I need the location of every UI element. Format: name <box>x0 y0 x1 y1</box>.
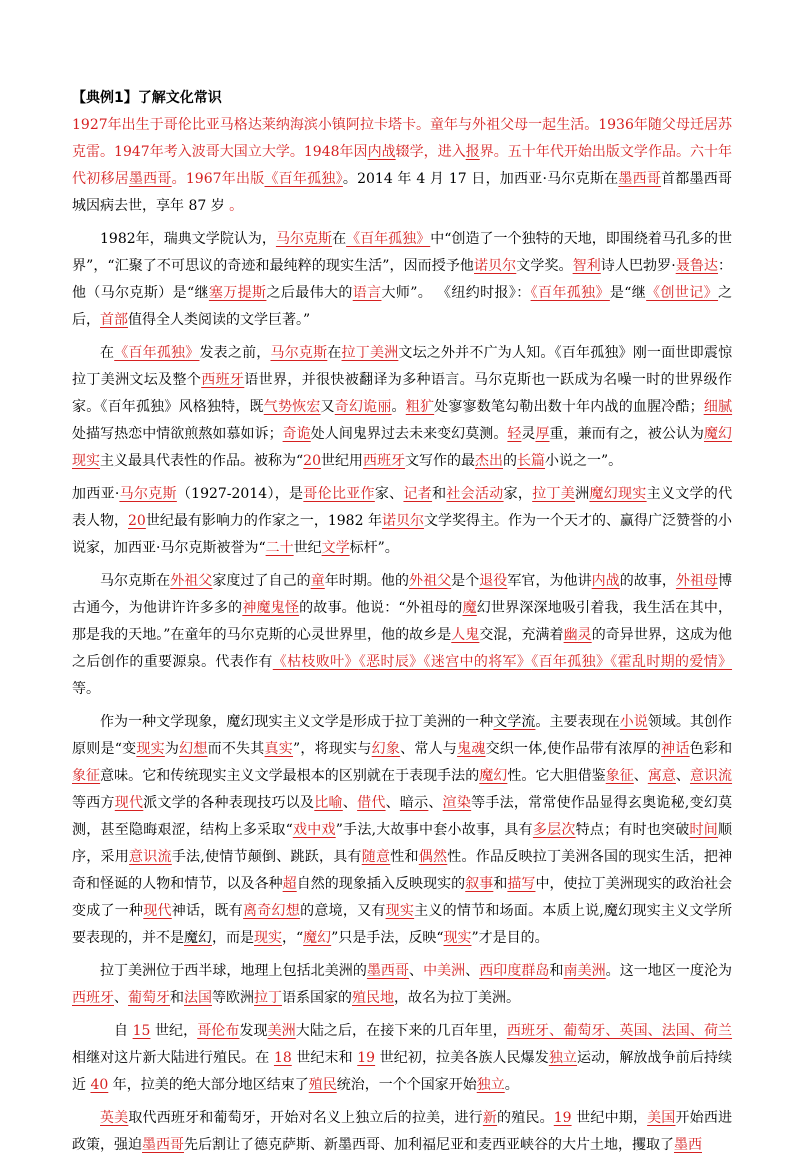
text-run: 。主要表现在 <box>535 714 620 730</box>
text-run: 文坛之外并不广为人知。《百年孤独》刚一面世即震惊拉丁美洲文坛及整个 <box>72 345 733 388</box>
highlighted-term: 退役 <box>479 573 508 589</box>
highlighted-term: 马尔克斯 <box>270 345 328 361</box>
highlighted-term: 葡萄牙 <box>128 990 170 1006</box>
highlighted-term: 塞万提斯 <box>208 285 267 301</box>
highlighted-term: 多层次 <box>532 822 576 838</box>
text-run: 。 <box>504 1077 519 1093</box>
highlighted-term: 描写 <box>507 876 536 892</box>
highlighted-term: 现实 <box>443 930 472 946</box>
highlighted-term: 幻想 <box>179 741 208 757</box>
highlighted-term: 社会活动 <box>446 486 504 502</box>
text-run: 世纪中期， <box>571 1110 648 1126</box>
text-run: 军官，为他讲 <box>507 573 592 589</box>
colonization-paragraph <box>72 1018 732 1099</box>
text-run: 运动，解放战争前后持续近 <box>72 1050 733 1093</box>
text-run: 派文学的各种表现技巧以及 <box>143 795 315 811</box>
highlighted-term: 鬼魂 <box>457 741 486 757</box>
text-run: 幻世界深深地吸引着我，我生活在其中，那是我的天地。”在童年的马尔克斯的心灵世界里，他的故乡是 <box>72 600 733 643</box>
text-run: 马尔克斯在 <box>100 573 171 589</box>
highlighted-term: 魔幻 <box>303 930 332 946</box>
text-run: 自然的现象插入反映现实的 <box>296 876 466 892</box>
highlighted-term: 西班牙 <box>363 453 405 469</box>
text-run: 1927年出生于哥伦比亚马格达莱纳海滨小镇阿拉卡塔卡。童年与外祖父母一起生活。1936年随父母迁居苏克雷。1947年考入波哥大国立大学。1948年因 <box>72 117 732 160</box>
text-run: ”才是目的。 <box>471 930 549 946</box>
highlighted-term: 英美 <box>100 1110 129 1126</box>
highlighted-term: 内战 <box>367 144 396 160</box>
highlighted-term: 叙事 <box>465 876 494 892</box>
document-page <box>72 86 732 1165</box>
highlighted-term: 童 <box>310 573 325 589</box>
text-run: 家、 <box>374 486 404 502</box>
highlighted-term: 美洲 <box>267 1023 296 1039</box>
childhood-paragraph <box>72 568 732 703</box>
text-run: 大陆之后，在接下来的几百年里， <box>295 1023 507 1039</box>
highlighted-term: 奇诡 <box>282 426 311 442</box>
text-run: 大师”。 《纽约时报》： <box>381 285 531 301</box>
text-run: 处寥寥数笔勾勒出数十年内战的血腥冷酷； <box>434 399 704 415</box>
highlighted-term: 二十 <box>265 540 294 556</box>
highlighted-term: 魔幻现实 <box>589 486 647 502</box>
text-run: ”手法,大故事中套小故事，具有 <box>335 822 533 838</box>
text-run: 文学奖。 <box>516 258 573 274</box>
text-run: 取代西班牙和葡萄牙，开始对名义上独立后的拉美，进行 <box>128 1110 483 1126</box>
highlighted-term: 西班牙、葡萄牙、英国、法国、荷兰 <box>506 1023 733 1039</box>
highlighted-term: 记者 <box>403 486 433 502</box>
text-run: 年时期。他的 <box>324 573 410 589</box>
text-run: 处描写热恋中情欲煎熬如慕如诉； <box>72 426 283 442</box>
text-run: 是个 <box>451 573 480 589</box>
text-run: 为 <box>164 741 180 757</box>
text-run: ”，将现实与 <box>293 741 372 757</box>
text-run: 在 <box>332 231 347 247</box>
highlighted-term: 《百年孤独》 <box>264 171 343 187</box>
text-run: 相继对这片新大陆进行殖民。在 <box>72 1050 274 1066</box>
text-run: 而不失其 <box>207 741 265 757</box>
highlighted-term: 拉丁美洲 <box>341 345 399 361</box>
text-run: 世纪用 <box>321 453 363 469</box>
highlighted-term: 拉丁美 <box>532 486 576 502</box>
text-run: 又 <box>320 399 335 415</box>
text-run: 世纪， <box>150 1023 198 1039</box>
text-run: 年，拉美的绝大部分地区结束了 <box>108 1077 309 1093</box>
text-run: 和 <box>432 486 447 502</box>
highlighted-term: 20 <box>128 513 146 529</box>
text-run: 、 <box>385 795 400 811</box>
highlighted-term: 外祖父 <box>409 573 452 589</box>
text-run: 、 <box>633 768 648 784</box>
highlighted-term: 现实 <box>254 930 282 946</box>
highlighted-term: 《百年孤独》 <box>531 654 611 670</box>
text-run: 在 <box>100 345 115 361</box>
text-run: ，故名为拉丁美洲。 <box>394 990 520 1006</box>
text-run: 开始西进政策，强迫 <box>72 1110 733 1153</box>
text-run: ，“ <box>282 930 304 946</box>
highlighted-term: 轻 <box>507 426 522 442</box>
highlighted-term: 象征 <box>605 768 634 784</box>
text-run: 世纪初，拉美各族人民爆发 <box>375 1050 549 1066</box>
highlighted-term: 15 <box>132 1023 151 1039</box>
text-run: 等欧洲 <box>212 990 254 1006</box>
highlighted-term: 语言 <box>352 285 382 301</box>
highlighted-term: 现代 <box>143 903 172 919</box>
highlighted-term: 文学 <box>321 540 350 556</box>
text-run: 中“创造了一个独特的天地，即围绕着马孔多的世界”，“汇聚了不可思议的奇迹和最纯粹的现实生活”，因而授予他 <box>72 231 733 274</box>
text-run: 的殖民。 <box>497 1110 554 1126</box>
highlighted-term: 独立 <box>548 1050 578 1066</box>
highlighted-term: 殖民地 <box>352 990 394 1006</box>
highlighted-term: 新 <box>482 1110 498 1126</box>
highlighted-term: 《恶时辰》 <box>358 654 424 670</box>
text-run: 交混，充满着 <box>479 627 564 643</box>
text-run: ：他（马尔克斯）是“继 <box>72 258 733 301</box>
text-run: 世纪最有影响力的作家之一，1982 年 <box>145 513 382 529</box>
highlighted-term: 魔幻 <box>184 930 212 946</box>
text-run: 世纪末和 <box>291 1050 358 1066</box>
text-run: 的意境，又有 <box>300 903 386 919</box>
text-run: 灵 <box>521 426 536 442</box>
text-run: 。 <box>224 198 244 214</box>
text-run: 、 <box>675 768 690 784</box>
highlighted-term: 气势恢宏 <box>263 399 321 415</box>
text-run: 等西方 <box>72 795 115 811</box>
text-run: 语系国家的 <box>282 990 352 1006</box>
highlighted-term: 象征 <box>72 768 101 784</box>
text-run: 语世界，并很快被翻译为多种语言。马尔克斯也一跃成为名噪一时的世界级作家。《百年孤独》风格独特，既 <box>72 372 733 415</box>
highlighted-term: 幻象 <box>371 741 401 757</box>
text-run: 主义文学的代表人物， <box>72 486 733 529</box>
text-run: 和 <box>170 990 184 1006</box>
text-run: 中美洲 <box>423 963 466 979</box>
highlighted-term: 现实 <box>385 903 415 919</box>
text-run: 等手法，常常使作品显得玄奥诡秘,变幻莫测，甚至隐晦艰涩，结构上多采取“ <box>72 795 733 838</box>
highlighted-term: 《创世记》 <box>646 285 719 301</box>
text-run: 。2014 年 4 月 17 日，加西亚·马尔克斯在 <box>342 171 619 187</box>
text-run: 诗人巴勃罗· <box>600 258 676 274</box>
text-run: 主义的情节和场面。本质上说,魔幻现实主义文学所要表现的，并不是 <box>72 903 733 946</box>
highlighted-term: 19 <box>553 1110 572 1126</box>
highlighted-term: 魔 <box>462 600 477 616</box>
highlighted-term: 离奇幻想 <box>243 903 301 919</box>
highlighted-term: 南美洲 <box>563 963 606 979</box>
highlighted-term: 戏中戏 <box>292 822 336 838</box>
text-run: 之后最伟大的 <box>266 285 353 301</box>
text-run: 家， <box>503 486 533 502</box>
text-run: 、 <box>409 963 424 979</box>
text-run: 博古通今，为他讲许许多多的 <box>72 573 733 616</box>
highlighted-term: 墨西 <box>674 1137 702 1153</box>
text-run: 1982年，瑞典文学院认为， <box>100 231 276 247</box>
highlighted-term: 外祖父 <box>170 573 213 589</box>
text-run: 的 <box>503 453 517 469</box>
highlighted-term: 哥伦布 <box>197 1023 240 1039</box>
highlighted-term: 40 <box>90 1077 109 1093</box>
highlighted-term: 法国 <box>184 990 212 1006</box>
highlighted-term: 现实 <box>136 741 165 757</box>
highlighted-term: 《百年孤独》 <box>346 231 431 247</box>
magic-realism-paragraph <box>72 709 732 952</box>
text-run: 、 <box>465 963 480 979</box>
text-run: 发表之前， <box>199 345 271 361</box>
text-run: 加西亚· <box>72 486 120 502</box>
text-run: 辍学，进入 <box>395 144 466 160</box>
text-run: 色彩和 <box>689 741 733 757</box>
highlighted-term: 随意 <box>361 849 391 865</box>
text-run: 首都墨西哥城因病去世，享年 87 岁 <box>72 171 732 214</box>
highlighted-term: 借代 <box>357 795 386 811</box>
highlighted-term: 拉丁 <box>254 990 282 1006</box>
highlighted-term: 首部 <box>100 312 128 328</box>
highlighted-term: 寓意 <box>647 768 676 784</box>
highlighted-term: 报 <box>465 144 480 160</box>
highlighted-term: 真实 <box>264 741 294 757</box>
document-body <box>72 112 732 1159</box>
highlighted-term: 超 <box>282 876 297 892</box>
highlighted-term: 墨西哥 <box>618 171 662 187</box>
text-run: 拉丁美洲位于西半球，地理上包括北美洲的 <box>100 963 367 979</box>
highlighted-term: 神魔鬼怪 <box>242 600 300 616</box>
text-run: 特点；有时也突破 <box>575 822 690 838</box>
text-run: 、 <box>428 795 443 811</box>
text-run: 文写作的最 <box>405 453 475 469</box>
text-run: 值得全人类阅读的文学巨著。” <box>128 312 311 328</box>
highlighted-term: 20 <box>303 453 321 469</box>
text-run: 世纪 <box>293 540 322 556</box>
text-run: 的故事。他说：“外祖母的 <box>299 600 463 616</box>
text-run: 之后， <box>72 285 733 328</box>
highlighted-term: 《霍乱时期的爱情》 <box>610 654 733 670</box>
text-run: 和 <box>493 876 508 892</box>
text-run: 自 <box>114 1023 133 1039</box>
highlighted-term: 偶然 <box>418 849 448 865</box>
text-run: 界。五十年代开始出版文学作品。六十年代初移居 <box>72 144 733 187</box>
text-run: （1927-2014），是 <box>176 486 304 502</box>
neocolonial-paragraph <box>72 1105 732 1159</box>
text-run: 文学奖得主。作为一个天才的、赢得广泛赞誉的小说家，加西亚·马尔克斯被誉为“ <box>72 513 733 556</box>
highlighted-term: 智利 <box>572 258 601 274</box>
text-run: 作为一种文学现象，魔幻现实主义文学是形成于拉丁美洲的一种 <box>100 714 494 730</box>
highlighted-term: 幽灵 <box>563 627 592 643</box>
highlighted-term: 聂鲁达 <box>675 258 719 274</box>
highlighted-term: 诺贝尔 <box>381 513 424 529</box>
text-run: ”只是手法，反映“ <box>331 930 444 946</box>
text-run: 洲 <box>575 486 590 502</box>
text-run: 标杆”。 <box>349 540 399 556</box>
text-run: 重，兼而有之，被公认为 <box>549 426 704 442</box>
text-run: 领域。其创作原则是“变 <box>72 714 733 757</box>
highlighted-term: 马尔克斯 <box>119 486 177 502</box>
highlighted-term: 西班牙 <box>72 990 114 1006</box>
text-run: 和 <box>549 963 564 979</box>
text-run: 处人间鬼界过去未来变幻莫测。 <box>310 426 508 442</box>
highlighted-term: 《百年孤独》 <box>530 285 610 301</box>
highlighted-term: 小说 <box>619 714 648 730</box>
intro-paragraph <box>72 112 732 220</box>
highlighted-term: 魔幻现实 <box>72 426 733 469</box>
text-run: 的故事， <box>619 573 676 589</box>
highlighted-term: 现代 <box>114 795 144 811</box>
highlighted-term: 18 <box>273 1050 292 1066</box>
text-run: 意味。它和传统现实主义文学最根本的区别就在于表现手法的 <box>100 768 480 784</box>
text-run: 的奇异世界，这成为他之后创作的重要源泉。代表作有 <box>72 627 733 670</box>
text-run: 中，使拉丁美洲现实的政治社会变成了一种 <box>72 876 733 919</box>
text-run: 性。它大胆借鉴 <box>507 768 606 784</box>
highlighted-term: 杰出 <box>475 453 503 469</box>
text-run: 。1967年出版 <box>171 171 265 187</box>
highlighted-term: 奇幻诡丽 <box>334 399 392 415</box>
text-run: 统治，一个个国家开始 <box>336 1077 477 1093</box>
highlighted-term: 意识流 <box>129 849 172 865</box>
highlighted-term: 外祖母 <box>675 573 719 589</box>
text-run: 。 <box>391 399 406 415</box>
text-run: 是“继 <box>609 285 647 301</box>
highlighted-term: 《百年孤独》 <box>114 345 200 361</box>
highlighted-term: 马尔克斯 <box>275 231 333 247</box>
highlighted-term: 魔幻 <box>479 768 508 784</box>
text-run: 先后割让了德克萨斯、新墨西哥、加利福尼亚和麦西亚峡谷的大片土地，攫取了 <box>184 1137 674 1153</box>
highlighted-term: 文学流 <box>493 714 536 730</box>
highlighted-term: 比喻 <box>314 795 343 811</box>
highlighted-term: 西印度群岛 <box>479 963 550 979</box>
text-run: 主义最具代表性的作品。被称为“ <box>100 453 304 469</box>
highlighted-term: 时间 <box>689 822 719 838</box>
highlighted-term: 人鬼 <box>451 627 480 643</box>
text-run: 性。作品反映拉丁美洲各国的现实生活，把神奇和怪诞的人物和情节，以及各种 <box>72 849 733 892</box>
award-paragraph <box>72 226 732 334</box>
text-run: 、 <box>342 795 358 811</box>
text-run: 神话，既有 <box>171 903 244 919</box>
highlighted-term: 19 <box>357 1050 376 1066</box>
text-run: 发现 <box>239 1023 268 1039</box>
text-run: 性和 <box>390 849 419 865</box>
text-run: 交织一体,使作品带有浓厚的 <box>485 741 662 757</box>
text-run: 在 <box>327 345 342 361</box>
text-run: 家度过了自己的 <box>212 573 311 589</box>
highlighted-term: 墨西哥 <box>128 171 172 187</box>
text-run: 手法,使情节颠倒、跳跃，具有 <box>171 849 362 865</box>
highlighted-term: 《迷宫中的将军》 <box>423 654 532 670</box>
highlighted-term: 内战 <box>591 573 620 589</box>
latin-america-paragraph <box>72 958 732 1012</box>
highlighted-term: 诺贝尔 <box>474 258 517 274</box>
text-run: 顺序，采用 <box>72 822 733 865</box>
highlighted-term: 墨西哥 <box>142 1137 184 1153</box>
highlighted-term: 独立 <box>476 1077 505 1093</box>
biography-paragraph <box>72 481 732 562</box>
text-run: ，而是 <box>212 930 254 946</box>
text-run: 小说之一”。 <box>545 453 623 469</box>
text-run: 、常人与 <box>400 741 458 757</box>
highlighted-term: 西班牙 <box>201 372 245 388</box>
example-heading: 【典例1】了解文化常识 <box>72 90 222 106</box>
highlighted-term: 厚 <box>535 426 550 442</box>
text-run: 。这一地区一度沦为 <box>605 963 733 979</box>
highlighted-term: 神话 <box>661 741 690 757</box>
text-run: 等。 <box>72 681 100 697</box>
highlighted-term: 殖民 <box>308 1077 337 1093</box>
highlighted-term: 意识流 <box>689 768 733 784</box>
solitude-paragraph <box>72 340 732 475</box>
highlighted-term: 美国 <box>647 1110 676 1126</box>
highlighted-term: 渲染 <box>442 795 472 811</box>
highlighted-term: 暗示 <box>399 795 429 811</box>
text-run: 、 <box>114 990 128 1006</box>
highlighted-term: 长篇 <box>517 453 545 469</box>
highlighted-term: 哥伦比亚作 <box>303 486 375 502</box>
highlighted-term: 粗犷 <box>405 399 435 415</box>
highlighted-term: 墨西哥 <box>366 963 410 979</box>
highlighted-term: 细腻 <box>703 399 733 415</box>
highlighted-term: 《枯枝败叶》 <box>272 654 359 670</box>
